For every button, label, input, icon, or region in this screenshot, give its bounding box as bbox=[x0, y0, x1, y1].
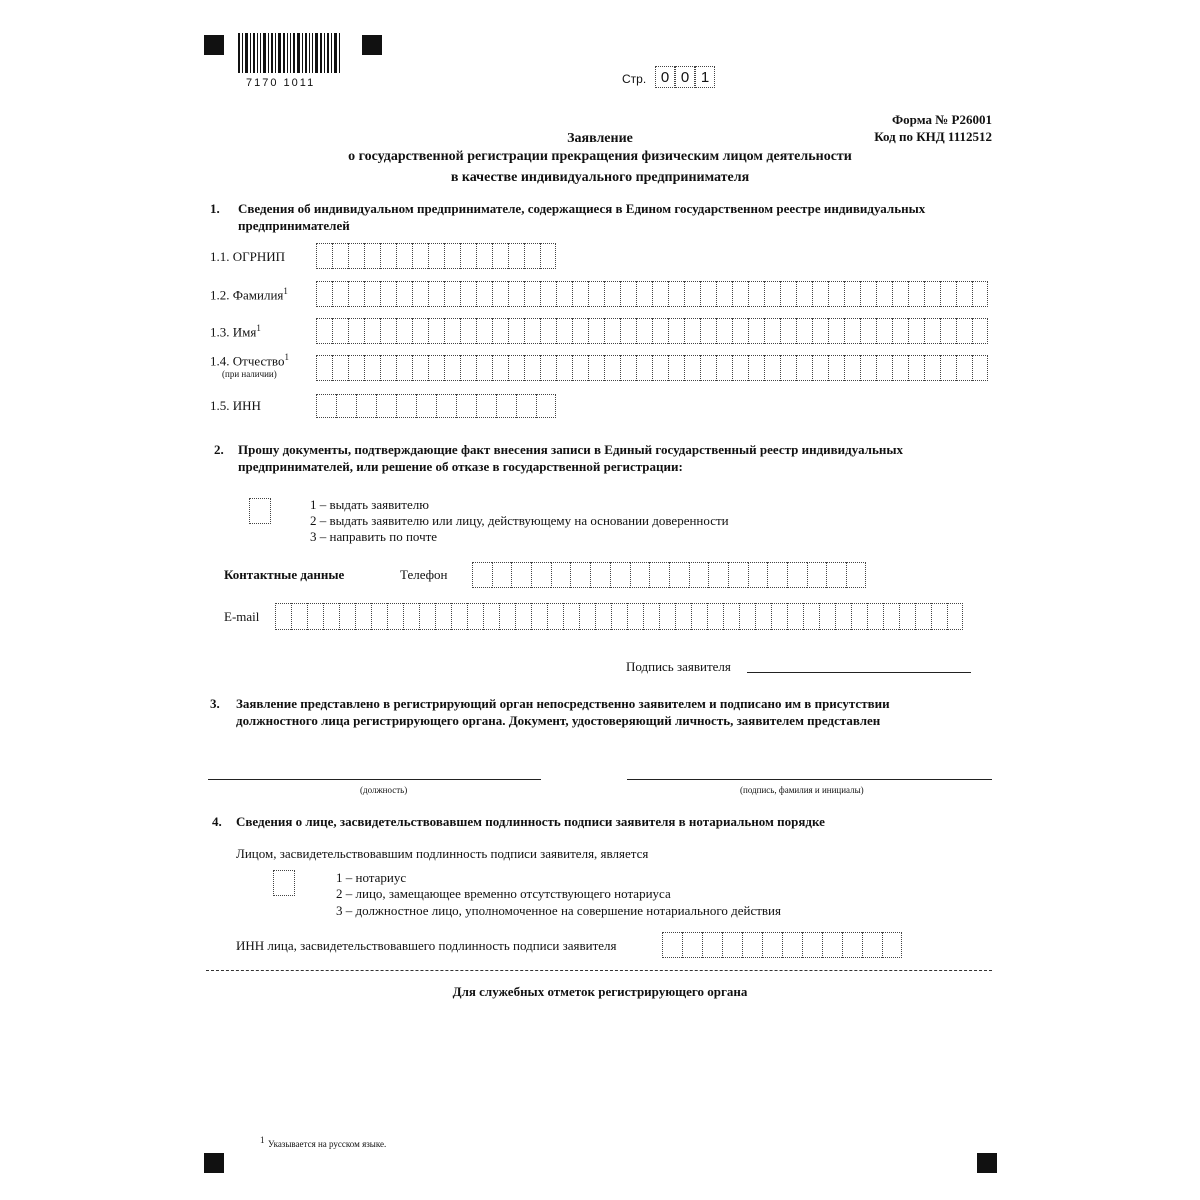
entry-cell[interactable] bbox=[396, 318, 412, 344]
entry-cell[interactable] bbox=[636, 355, 652, 381]
entry-cell[interactable] bbox=[860, 318, 876, 344]
entry-cell[interactable] bbox=[348, 281, 364, 307]
barcode bbox=[238, 33, 342, 73]
entry-cell[interactable] bbox=[336, 394, 356, 418]
document-subtitle-line1: о государственной регистрации прекращения физическим лицом деятельности bbox=[348, 149, 852, 164]
entry-cell[interactable] bbox=[588, 318, 604, 344]
delivery-option-box[interactable] bbox=[249, 498, 271, 524]
entry-cell[interactable] bbox=[682, 932, 702, 958]
entry-cell[interactable] bbox=[842, 932, 862, 958]
entry-cell[interactable] bbox=[956, 355, 972, 381]
notary-inn-label: ИНН лица, засвидетельствовавшего подлинность подписи заявителя bbox=[236, 938, 617, 953]
entry-cell[interactable] bbox=[332, 281, 348, 307]
ogrnip-label: 1.1. ОГРНИП bbox=[210, 249, 286, 264]
entry-cell[interactable] bbox=[416, 394, 436, 418]
entry-cell[interactable] bbox=[652, 355, 668, 381]
entry-cell[interactable] bbox=[472, 562, 492, 588]
entry-cell[interactable] bbox=[899, 603, 915, 630]
entry-cell[interactable] bbox=[364, 243, 380, 269]
ogrnip-cells[interactable] bbox=[316, 243, 556, 269]
entry-cell[interactable] bbox=[456, 394, 476, 418]
entry-cell[interactable] bbox=[316, 281, 332, 307]
entry-cell[interactable] bbox=[524, 281, 540, 307]
knd-code: Код по КНД 1112512 bbox=[874, 129, 992, 144]
entry-cell[interactable] bbox=[419, 603, 435, 630]
entry-cell[interactable] bbox=[780, 318, 796, 344]
entry-cell[interactable] bbox=[668, 318, 684, 344]
entry-cell[interactable] bbox=[364, 281, 380, 307]
email-cells[interactable] bbox=[275, 603, 963, 630]
page-number-cells bbox=[655, 66, 715, 88]
entry-cell[interactable] bbox=[972, 318, 988, 344]
patronymic-cells[interactable] bbox=[316, 355, 988, 381]
entry-cell[interactable] bbox=[764, 318, 780, 344]
entry-cell[interactable] bbox=[732, 281, 748, 307]
entry-cell[interactable] bbox=[728, 562, 748, 588]
entry-cell[interactable] bbox=[403, 603, 419, 630]
entry-cell[interactable] bbox=[620, 355, 636, 381]
entry-cell[interactable] bbox=[787, 562, 807, 588]
entry-cell[interactable] bbox=[492, 243, 508, 269]
entry-cell[interactable] bbox=[380, 243, 396, 269]
entry-cell[interactable] bbox=[915, 603, 931, 630]
entry-cell[interactable] bbox=[700, 281, 716, 307]
entry-cell[interactable] bbox=[316, 243, 332, 269]
entry-cell[interactable] bbox=[947, 603, 963, 630]
entry-cell[interactable] bbox=[828, 355, 844, 381]
entry-cell[interactable] bbox=[524, 318, 540, 344]
entry-cell[interactable] bbox=[531, 603, 547, 630]
entry-cell[interactable] bbox=[316, 355, 332, 381]
entry-cell[interactable] bbox=[883, 603, 899, 630]
page-digit-1: 0 bbox=[655, 66, 675, 88]
entry-cell[interactable] bbox=[364, 355, 380, 381]
entry-cell[interactable] bbox=[636, 281, 652, 307]
entry-cell[interactable] bbox=[803, 603, 819, 630]
entry-cell[interactable] bbox=[551, 562, 571, 588]
entry-cell[interactable] bbox=[524, 243, 540, 269]
entry-cell[interactable] bbox=[492, 281, 508, 307]
entry-cell[interactable] bbox=[307, 603, 323, 630]
notary-option-3: 3 – должностное лицо, уполномоченное на совершение нотариального действия bbox=[336, 903, 781, 918]
section4-heading: Сведения о лице, засвидетельствовавшем подлинность подписи заявителя в нотариальном порядке bbox=[236, 814, 825, 829]
entry-cell[interactable] bbox=[940, 281, 956, 307]
entry-cell[interactable] bbox=[387, 603, 403, 630]
section1-heading-line1: Сведения об индивидуальном предпринимателе, содержащиеся в Едином государственном реестре индивидуальных bbox=[238, 201, 926, 216]
notary-option-2: 2 – лицо, замещающее временно отсутствующего нотариуса bbox=[336, 886, 671, 901]
entry-cell[interactable] bbox=[531, 562, 551, 588]
entry-cell[interactable] bbox=[515, 603, 531, 630]
entry-cell[interactable] bbox=[723, 603, 739, 630]
entry-cell[interactable] bbox=[636, 318, 652, 344]
entry-cell[interactable] bbox=[659, 603, 675, 630]
entry-cell[interactable] bbox=[819, 603, 835, 630]
section4-intro: Лицом, засвидетельствовавшим подлинность подписи заявителя, является bbox=[236, 846, 649, 861]
footnote-text: Указывается на русском языке. bbox=[268, 1139, 387, 1149]
entry-cell[interactable] bbox=[716, 318, 732, 344]
position-line[interactable] bbox=[208, 779, 541, 780]
notary-inn-cells[interactable] bbox=[662, 932, 902, 958]
entry-cell[interactable] bbox=[762, 932, 782, 958]
entry-cell[interactable] bbox=[828, 281, 844, 307]
entry-cell[interactable] bbox=[332, 318, 348, 344]
surname-label: 1.2. Фамилия$^1$ bbox=[210, 286, 288, 303]
entry-cell[interactable] bbox=[460, 355, 476, 381]
entry-cell[interactable] bbox=[876, 318, 892, 344]
position-caption: (должность) bbox=[360, 785, 408, 795]
entry-cell[interactable] bbox=[908, 281, 924, 307]
entry-cell[interactable] bbox=[722, 932, 742, 958]
entry-cell[interactable] bbox=[563, 603, 579, 630]
delivery-option-3: 3 – направить по почте bbox=[310, 529, 438, 544]
section1-heading-line2: предпринимателей bbox=[238, 218, 350, 233]
entry-cell[interactable] bbox=[570, 562, 590, 588]
entry-cell[interactable] bbox=[604, 281, 620, 307]
notary-option-1: 1 – нотариус bbox=[336, 870, 407, 885]
entry-cell[interactable] bbox=[940, 355, 956, 381]
entry-cell[interactable] bbox=[332, 243, 348, 269]
entry-cell[interactable] bbox=[860, 281, 876, 307]
entry-cell[interactable] bbox=[476, 281, 492, 307]
signature-line[interactable] bbox=[747, 672, 971, 673]
delivery-option-1: 1 – выдать заявителю bbox=[310, 497, 429, 512]
entry-cell[interactable] bbox=[356, 394, 376, 418]
entry-cell[interactable] bbox=[572, 355, 588, 381]
entry-cell[interactable] bbox=[835, 603, 851, 630]
entry-cell[interactable] bbox=[436, 394, 456, 418]
official-signature-caption: (подпись, фамилия и инициалы) bbox=[740, 785, 864, 795]
entry-cell[interactable] bbox=[748, 355, 764, 381]
footnote-mark: 1 bbox=[260, 1135, 265, 1145]
entry-cell[interactable] bbox=[348, 355, 364, 381]
entry-cell[interactable] bbox=[851, 603, 867, 630]
entry-cell[interactable] bbox=[396, 394, 416, 418]
entry-cell[interactable] bbox=[588, 281, 604, 307]
entry-cell[interactable] bbox=[755, 603, 771, 630]
entry-cell[interactable] bbox=[684, 318, 700, 344]
entry-cell[interactable] bbox=[451, 603, 467, 630]
entry-cell[interactable] bbox=[492, 355, 508, 381]
entry-cell[interactable] bbox=[348, 243, 364, 269]
patronymic-note: (при наличии) bbox=[222, 369, 277, 379]
delivery-option-2: 2 – выдать заявителю или лицу, действующему на основании доверенности bbox=[310, 513, 729, 528]
barcode-number: 7170 1011 bbox=[246, 77, 316, 89]
section2-heading-line2: предпринимателей, или решение об отказе в государственной регистрации: bbox=[238, 459, 683, 474]
entry-cell[interactable] bbox=[662, 932, 682, 958]
email-label: E-mail bbox=[224, 609, 260, 624]
entry-cell[interactable] bbox=[707, 603, 723, 630]
entry-cell[interactable] bbox=[796, 318, 812, 344]
entry-cell[interactable] bbox=[780, 281, 796, 307]
entry-cell[interactable] bbox=[876, 281, 892, 307]
entry-cell[interactable] bbox=[339, 603, 355, 630]
entry-cell[interactable] bbox=[828, 318, 844, 344]
entry-cell[interactable] bbox=[691, 603, 707, 630]
page-digit-3: 1 bbox=[695, 66, 715, 88]
entry-cell[interactable] bbox=[812, 318, 828, 344]
entry-cell[interactable] bbox=[508, 355, 524, 381]
entry-cell[interactable] bbox=[316, 318, 332, 344]
entry-cell[interactable] bbox=[764, 281, 780, 307]
entry-cell[interactable] bbox=[275, 603, 291, 630]
phone-cells[interactable] bbox=[472, 562, 866, 588]
entry-cell[interactable] bbox=[540, 355, 556, 381]
entry-cell[interactable] bbox=[732, 355, 748, 381]
entry-cell[interactable] bbox=[483, 603, 499, 630]
entry-cell[interactable] bbox=[380, 318, 396, 344]
name-label: 1.3. Имя$^1$ bbox=[210, 323, 261, 340]
entry-cell[interactable] bbox=[689, 562, 709, 588]
entry-cell[interactable] bbox=[846, 562, 866, 588]
entry-cell[interactable] bbox=[862, 932, 882, 958]
entry-cell[interactable] bbox=[860, 355, 876, 381]
entry-cell[interactable] bbox=[876, 355, 892, 381]
entry-cell[interactable] bbox=[844, 281, 860, 307]
entry-cell[interactable] bbox=[476, 355, 492, 381]
entry-cell[interactable] bbox=[380, 281, 396, 307]
entry-cell[interactable] bbox=[428, 355, 444, 381]
entry-cell[interactable] bbox=[396, 243, 412, 269]
entry-cell[interactable] bbox=[716, 281, 732, 307]
page-digit-2: 0 bbox=[675, 66, 695, 88]
alignment-marker-bottom-left bbox=[204, 1153, 224, 1173]
section2-heading-line1: Прошу документы, подтверждающие факт внесения записи в Единый государственный реестр индивидуальных bbox=[238, 442, 903, 457]
entry-cell[interactable] bbox=[579, 603, 595, 630]
entry-cell[interactable] bbox=[826, 562, 846, 588]
entry-cell[interactable] bbox=[371, 603, 387, 630]
entry-cell[interactable] bbox=[428, 318, 444, 344]
entry-cell[interactable] bbox=[882, 932, 902, 958]
entry-cell[interactable] bbox=[908, 318, 924, 344]
entry-cell[interactable] bbox=[364, 318, 380, 344]
section1-number: 1. bbox=[210, 201, 220, 216]
entry-cell[interactable] bbox=[323, 603, 339, 630]
entry-cell[interactable] bbox=[595, 603, 611, 630]
section3-text-line1: Заявление представлено в регистрирующий орган непосредственно заявителем и подписано им в присутствии bbox=[236, 696, 890, 711]
entry-cell[interactable] bbox=[508, 281, 524, 307]
document-subtitle-line2: в качестве индивидуального предпринимателя bbox=[450, 170, 750, 185]
entry-cell[interactable] bbox=[516, 394, 536, 418]
entry-cell[interactable] bbox=[812, 355, 828, 381]
entry-cell[interactable] bbox=[316, 394, 336, 418]
entry-cell[interactable] bbox=[796, 281, 812, 307]
entry-cell[interactable] bbox=[499, 603, 515, 630]
alignment-marker-top-right bbox=[362, 35, 382, 55]
entry-cell[interactable] bbox=[684, 355, 700, 381]
entry-cell[interactable] bbox=[332, 355, 348, 381]
entry-cell[interactable] bbox=[771, 603, 787, 630]
entry-cell[interactable] bbox=[376, 394, 396, 418]
entry-cell[interactable] bbox=[748, 318, 764, 344]
entry-cell[interactable] bbox=[604, 355, 620, 381]
entry-cell[interactable] bbox=[742, 932, 762, 958]
entry-cell[interactable] bbox=[931, 603, 947, 630]
entry-cell[interactable] bbox=[611, 603, 627, 630]
entry-cell[interactable] bbox=[508, 243, 524, 269]
entry-cell[interactable] bbox=[716, 355, 732, 381]
section2-number: 2. bbox=[214, 442, 224, 457]
entry-cell[interactable] bbox=[572, 281, 588, 307]
phone-label: Телефон bbox=[400, 567, 448, 582]
entry-cell[interactable] bbox=[787, 603, 803, 630]
entry-cell[interactable] bbox=[476, 243, 492, 269]
entry-cell[interactable] bbox=[547, 603, 563, 630]
entry-cell[interactable] bbox=[604, 318, 620, 344]
inn-cells[interactable] bbox=[316, 394, 556, 418]
entry-cell[interactable] bbox=[556, 318, 572, 344]
entry-cell[interactable] bbox=[540, 281, 556, 307]
entry-cell[interactable] bbox=[892, 355, 908, 381]
entry-cell[interactable] bbox=[620, 318, 636, 344]
entry-cell[interactable] bbox=[572, 318, 588, 344]
entry-cell[interactable] bbox=[782, 932, 802, 958]
entry-cell[interactable] bbox=[412, 243, 428, 269]
entry-cell[interactable] bbox=[924, 281, 940, 307]
entry-cell[interactable] bbox=[476, 394, 496, 418]
entry-cell[interactable] bbox=[396, 281, 412, 307]
entry-cell[interactable] bbox=[652, 318, 668, 344]
entry-cell[interactable] bbox=[675, 603, 691, 630]
entry-cell[interactable] bbox=[668, 355, 684, 381]
entry-cell[interactable] bbox=[892, 318, 908, 344]
signature-label: Подпись заявителя bbox=[626, 659, 731, 674]
entry-cell[interactable] bbox=[428, 281, 444, 307]
alignment-marker-bottom-right bbox=[977, 1153, 997, 1173]
entry-cell[interactable] bbox=[684, 281, 700, 307]
section4-number: 4. bbox=[212, 814, 222, 829]
entry-cell[interactable] bbox=[435, 603, 451, 630]
entry-cell[interactable] bbox=[649, 562, 669, 588]
entry-cell[interactable] bbox=[556, 355, 572, 381]
entry-cell[interactable] bbox=[428, 243, 444, 269]
official-marks-heading: Для служебных отметок регистрирующего органа bbox=[452, 984, 748, 999]
entry-cell[interactable] bbox=[610, 562, 630, 588]
entry-cell[interactable] bbox=[508, 318, 524, 344]
entry-cell[interactable] bbox=[476, 318, 492, 344]
entry-cell[interactable] bbox=[652, 281, 668, 307]
official-divider bbox=[206, 970, 992, 971]
entry-cell[interactable] bbox=[444, 355, 460, 381]
entry-cell[interactable] bbox=[748, 281, 764, 307]
entry-cell[interactable] bbox=[460, 243, 476, 269]
entry-cell[interactable] bbox=[702, 932, 722, 958]
entry-cell[interactable] bbox=[630, 562, 650, 588]
entry-cell[interactable] bbox=[767, 562, 787, 588]
entry-cell[interactable] bbox=[940, 318, 956, 344]
section3-text-line2: должностного лица регистрирующего органа. Документ, удостоверяющий личность, заявителем представлен bbox=[236, 713, 881, 728]
name-cells[interactable] bbox=[316, 318, 988, 344]
entry-cell[interactable] bbox=[748, 562, 768, 588]
entry-cell[interactable] bbox=[764, 355, 780, 381]
entry-cell[interactable] bbox=[540, 318, 556, 344]
entry-cell[interactable] bbox=[924, 318, 940, 344]
entry-cell[interactable] bbox=[924, 355, 940, 381]
entry-cell[interactable] bbox=[700, 355, 716, 381]
entry-cell[interactable] bbox=[444, 318, 460, 344]
entry-cell[interactable] bbox=[380, 355, 396, 381]
entry-cell[interactable] bbox=[444, 281, 460, 307]
entry-cell[interactable] bbox=[700, 318, 716, 344]
entry-cell[interactable] bbox=[669, 562, 689, 588]
entry-cell[interactable] bbox=[355, 603, 371, 630]
entry-cell[interactable] bbox=[412, 281, 428, 307]
entry-cell[interactable] bbox=[590, 562, 610, 588]
entry-cell[interactable] bbox=[396, 355, 412, 381]
entry-cell[interactable] bbox=[668, 281, 684, 307]
entry-cell[interactable] bbox=[496, 394, 516, 418]
entry-cell[interactable] bbox=[780, 355, 796, 381]
entry-cell[interactable] bbox=[412, 318, 428, 344]
entry-cell[interactable] bbox=[348, 318, 364, 344]
official-signature-line[interactable] bbox=[627, 779, 992, 780]
entry-cell[interactable] bbox=[492, 562, 512, 588]
entry-cell[interactable] bbox=[492, 318, 508, 344]
entry-cell[interactable] bbox=[708, 562, 728, 588]
entry-cell[interactable] bbox=[460, 318, 476, 344]
alignment-marker-top-left bbox=[204, 35, 224, 55]
entry-cell[interactable] bbox=[556, 281, 572, 307]
entry-cell[interactable] bbox=[844, 355, 860, 381]
entry-cell[interactable] bbox=[627, 603, 643, 630]
entry-cell[interactable] bbox=[460, 281, 476, 307]
entry-cell[interactable] bbox=[643, 603, 659, 630]
entry-cell[interactable] bbox=[291, 603, 307, 630]
entry-cell[interactable] bbox=[444, 243, 460, 269]
entry-cell[interactable] bbox=[732, 318, 748, 344]
entry-cell[interactable] bbox=[588, 355, 604, 381]
entry-cell[interactable] bbox=[524, 355, 540, 381]
entry-cell[interactable] bbox=[892, 281, 908, 307]
page-label: Стр. bbox=[622, 72, 647, 86]
notary-option-box[interactable] bbox=[273, 870, 295, 896]
entry-cell[interactable] bbox=[844, 318, 860, 344]
entry-cell[interactable] bbox=[972, 355, 988, 381]
contacts-label: Контактные данные bbox=[224, 567, 345, 582]
entry-cell[interactable] bbox=[956, 318, 972, 344]
patronymic-label: 1.4. Отчество$^1$ bbox=[210, 352, 289, 369]
surname-cells[interactable] bbox=[316, 281, 988, 307]
entry-cell[interactable] bbox=[536, 394, 556, 418]
entry-cell[interactable] bbox=[802, 932, 822, 958]
inn-label: 1.5. ИНН bbox=[210, 398, 261, 413]
entry-cell[interactable] bbox=[956, 281, 972, 307]
entry-cell[interactable] bbox=[908, 355, 924, 381]
entry-cell[interactable] bbox=[796, 355, 812, 381]
entry-cell[interactable] bbox=[620, 281, 636, 307]
entry-cell[interactable] bbox=[807, 562, 827, 588]
entry-cell[interactable] bbox=[739, 603, 755, 630]
entry-cell[interactable] bbox=[540, 243, 556, 269]
entry-cell[interactable] bbox=[867, 603, 883, 630]
entry-cell[interactable] bbox=[812, 281, 828, 307]
entry-cell[interactable] bbox=[511, 562, 531, 588]
entry-cell[interactable] bbox=[972, 281, 988, 307]
entry-cell[interactable] bbox=[412, 355, 428, 381]
section3-number: 3. bbox=[210, 696, 220, 711]
entry-cell[interactable] bbox=[822, 932, 842, 958]
form-number: Форма № Р26001 bbox=[892, 112, 992, 127]
entry-cell[interactable] bbox=[467, 603, 483, 630]
document-title: Заявление bbox=[567, 131, 633, 146]
